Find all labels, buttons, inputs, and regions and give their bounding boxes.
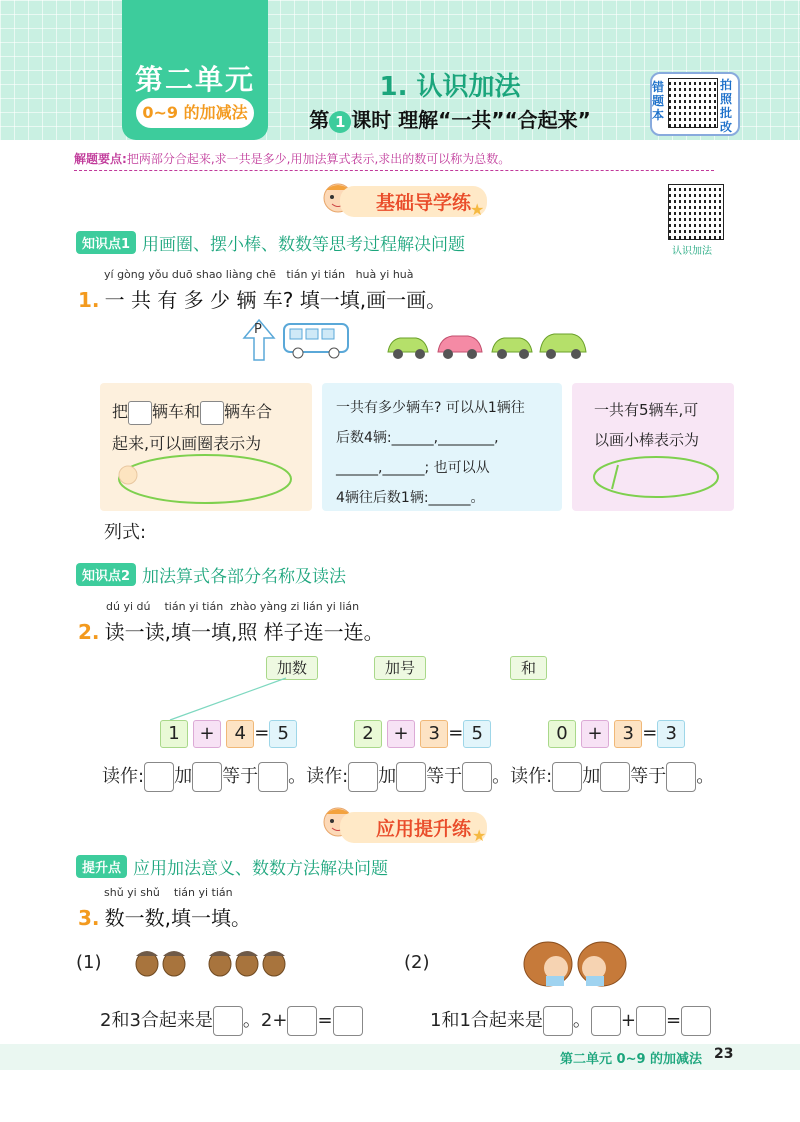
section-title-apply: 应用提升练	[340, 812, 487, 843]
eq3-plus[interactable]: +	[581, 720, 609, 748]
eq3-equals: =	[642, 722, 658, 744]
read-as-3: 读作:	[510, 766, 553, 787]
key-points-label: 解题要点:	[74, 152, 127, 166]
q1-text: 一 共 有 多 少 辆 车? 填一填,画一画。	[104, 288, 447, 312]
lesson-subtitle	[270, 104, 630, 133]
q3p2-blank-3[interactable]	[636, 1006, 666, 1036]
read3-blank-b[interactable]	[600, 762, 630, 792]
q3p1-text-b: 。2+	[242, 1010, 288, 1031]
car-icon-1	[384, 330, 432, 362]
kp2-tag: 知识点2	[76, 563, 136, 586]
car-icon-3	[488, 330, 536, 362]
eq2-addend-b[interactable]: 3	[420, 720, 448, 748]
read2-plus: 加	[378, 766, 397, 787]
q3p1-blank-2[interactable]	[287, 1006, 317, 1036]
read3-plus: 加	[582, 766, 601, 787]
kp1-text: 用画圈、摆小棒、数数等思考过程解决问题	[142, 235, 466, 255]
read1-blank-b[interactable]	[192, 762, 222, 792]
panel-stick-method	[572, 383, 734, 511]
qr-side-caption: 认识加法	[672, 246, 712, 257]
eq2-equals: =	[448, 722, 464, 744]
eq1-sum[interactable]: 5	[269, 720, 297, 748]
q2-prompt	[78, 616, 384, 645]
hedgehogs-icon	[520, 938, 630, 992]
lesson-number: 1	[329, 111, 351, 133]
car-icon-2	[434, 328, 486, 362]
q2-text: 读一读,填一填,照 样子连一连。	[104, 620, 384, 644]
parking-sign-label: P	[254, 322, 262, 337]
eq1-plus[interactable]: +	[193, 720, 221, 748]
unit-title: 第二单元	[134, 63, 255, 96]
knowledge-point-3	[76, 854, 388, 879]
read2-blank-a[interactable]	[348, 762, 378, 792]
q3p1-text-a: 2和3合起来是	[100, 1010, 213, 1031]
section-title-basic: 基础导学练	[340, 186, 487, 217]
key-divider	[74, 170, 714, 171]
read3-equals: 等于	[630, 766, 667, 787]
panel1-line2: 起来,可以画圈表示为	[112, 434, 262, 453]
read1-equals: 等于	[222, 766, 259, 787]
q3p2-blank-4[interactable]	[681, 1006, 711, 1036]
q2-pinyin: dú yi dú tián yi tián zhào yàng zi lián yi lián	[106, 600, 360, 613]
q1-number: 1.	[78, 288, 100, 312]
qr-code-icon[interactable]	[668, 78, 718, 128]
read1-end: 。	[288, 766, 307, 787]
term-plus-sign[interactable]: 加号	[374, 656, 426, 680]
unit-subtitle: 0~9 的加减法	[136, 98, 254, 128]
q3-pinyin: shǔ yi shǔ tián yi tián	[104, 886, 233, 899]
eq1-addend-a[interactable]: 1	[160, 720, 188, 748]
q3p1-text-c: =	[317, 1010, 333, 1031]
panel2-line3[interactable]: ______,______; 也可以从	[336, 460, 490, 476]
read2-equals: 等于	[426, 766, 463, 787]
q3p1-blank-1[interactable]	[213, 1006, 243, 1036]
read1-blank-c[interactable]	[258, 762, 288, 792]
q3p2-text-a: 1和1合起来是	[430, 1010, 543, 1031]
q3-part1-line	[100, 1006, 363, 1036]
key-points-text: 把两部分合起来,求一共是多少,用加法算式表示,求出的数可以称为总数。	[126, 152, 511, 166]
term-sum[interactable]: 和	[510, 656, 547, 680]
q3p2-blank-1[interactable]	[543, 1006, 573, 1036]
read-as-1: 读作:	[102, 766, 145, 787]
panel1-line1	[112, 399, 272, 425]
q2-number: 2.	[78, 620, 100, 644]
footer-unit: 第二单元 0~9 的加减法	[560, 1052, 703, 1067]
panel1-word-a: 把	[112, 402, 129, 421]
q3p2-plus: +	[620, 1010, 636, 1031]
panel1-word-b: 辆车和	[152, 402, 201, 421]
read1-plus: 加	[174, 766, 193, 787]
panel1-word-c: 辆车合	[224, 402, 273, 421]
q3-part2-line	[430, 1006, 711, 1036]
kp3-text: 应用加法意义、数数方法解决问题	[133, 859, 389, 879]
panel2-line1: 一共有多少辆车? 可以从1辆往	[336, 400, 525, 416]
read2-blank-c[interactable]	[462, 762, 492, 792]
q3p2-blank-2[interactable]	[591, 1006, 621, 1036]
q1-pinyin: yí gòng yǒu duō shao liàng chē tián yi tián huà yi huà	[104, 268, 414, 281]
q3-part2-label: (2)	[404, 952, 430, 973]
read2-end: 。	[492, 766, 511, 787]
read3-end: 。	[696, 766, 715, 787]
equation-3	[548, 720, 685, 748]
q3-part1-label: (1)	[76, 952, 102, 973]
q3-number: 3.	[78, 906, 100, 930]
panel2-line4[interactable]: 4辆往后数1辆:______。	[336, 490, 485, 506]
eq1-equals: =	[254, 722, 270, 744]
car-icon-4	[536, 326, 590, 362]
knowledge-point-2	[76, 562, 346, 587]
read3-blank-a[interactable]	[552, 762, 582, 792]
knowledge-point-1	[76, 230, 465, 255]
panel-counting-method	[322, 383, 562, 511]
eq3-addend-b[interactable]: 3	[614, 720, 642, 748]
key-points	[74, 150, 510, 167]
star-icon-2: ★	[472, 826, 487, 845]
star-icon: ★	[470, 200, 485, 219]
eq3-sum[interactable]: 3	[657, 720, 685, 748]
eq3-addend-a[interactable]: 0	[548, 720, 576, 748]
lesson-suffix: 课时 理解“一共”“合起来”	[351, 108, 591, 132]
panel3-draw-oval[interactable]	[586, 453, 726, 501]
q3-prompt	[78, 902, 251, 931]
read-as-2: 读作:	[306, 766, 349, 787]
read3-blank-c[interactable]	[666, 762, 696, 792]
q3p2-text-b: 。	[572, 1010, 591, 1031]
read-as-line	[102, 762, 714, 792]
eq2-plus[interactable]: +	[387, 720, 415, 748]
eq2-sum[interactable]: 5	[463, 720, 491, 748]
q1-prompt	[78, 284, 446, 313]
page-number: 23	[714, 1046, 734, 1062]
equation-1	[160, 720, 297, 748]
q3-text: 数一数,填一填。	[104, 906, 251, 930]
kp1-tag: 知识点1	[76, 231, 136, 254]
qr-left-label: 错题本	[651, 80, 664, 122]
q3p2-equals: =	[666, 1010, 682, 1031]
equation-2	[354, 720, 491, 748]
eq2-addend-a[interactable]: 2	[354, 720, 382, 748]
kp2-text: 加法算式各部分名称及读法	[142, 567, 347, 587]
panel1-draw-oval[interactable]	[110, 451, 300, 507]
panel2-line2[interactable]: 后数4辆:______,________,	[336, 430, 499, 446]
q1-formula-label: 列式:	[104, 522, 147, 543]
read1-blank-a[interactable]	[144, 762, 174, 792]
panel1-blank-2[interactable]	[200, 401, 224, 425]
q3p1-blank-3[interactable]	[333, 1006, 363, 1036]
panel-circle-method	[100, 383, 312, 511]
lesson-prefix: 第	[309, 108, 330, 132]
lesson-title: 1. 认识加法	[379, 72, 521, 102]
kp3-tag: 提升点	[76, 855, 127, 878]
example-connection-line	[160, 676, 300, 722]
bus-icon	[282, 320, 352, 360]
term-addend[interactable]: 加数	[266, 656, 318, 680]
qr-code-side-icon[interactable]	[668, 184, 724, 240]
qr-right-label: 拍照批改	[719, 78, 732, 134]
panel3-line1: 一共有5辆车,可	[594, 401, 699, 419]
acorns-icon	[132, 944, 302, 978]
panel1-blank-1[interactable]	[128, 401, 152, 425]
panel3-line2: 以画小棒表示为	[594, 431, 700, 449]
eq1-addend-b[interactable]: 4	[226, 720, 254, 748]
read2-blank-b[interactable]	[396, 762, 426, 792]
